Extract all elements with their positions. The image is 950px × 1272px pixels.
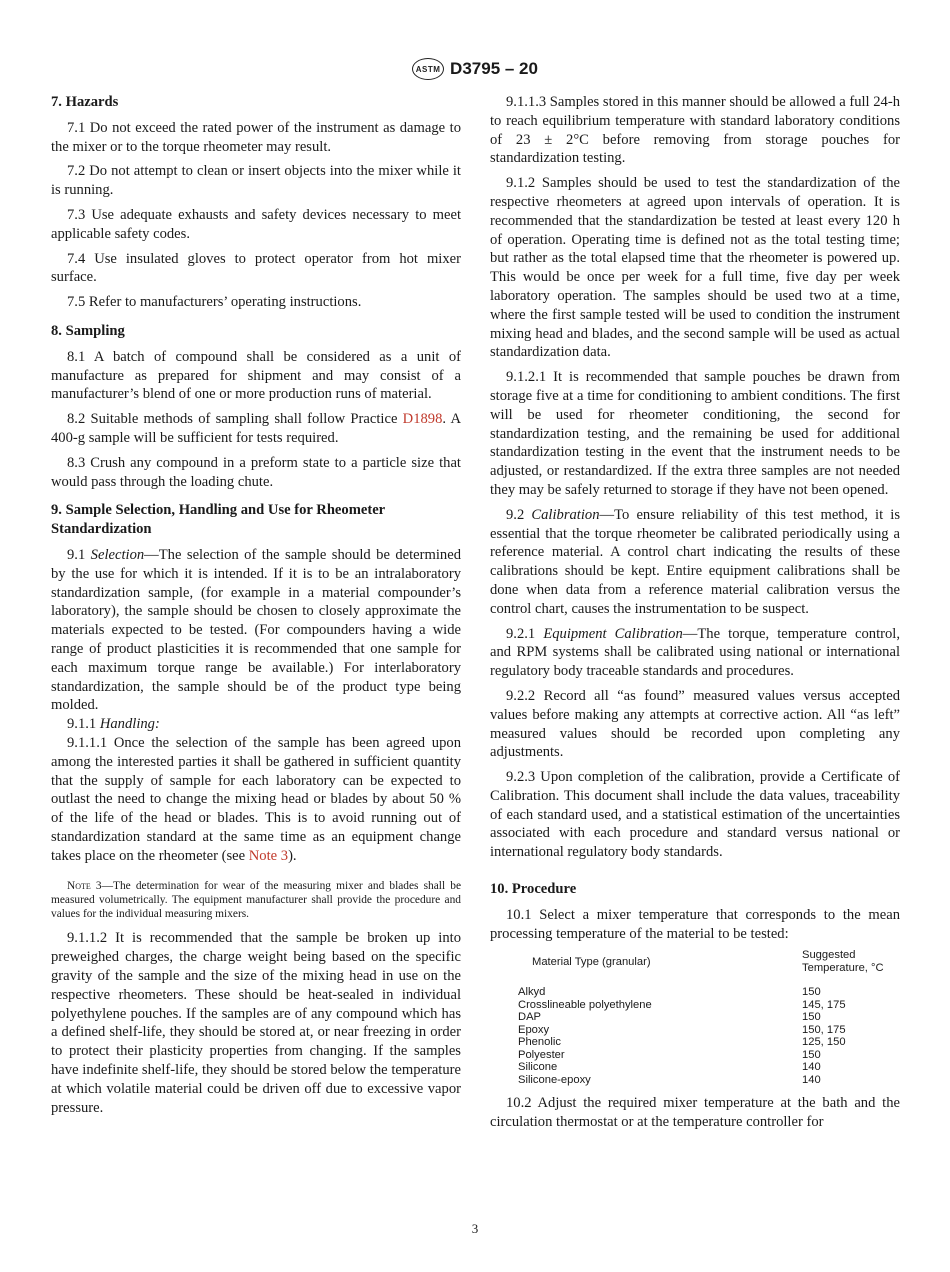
material-cell: Silicone-epoxy	[518, 1073, 591, 1086]
document-id: D3795 – 20	[450, 59, 538, 78]
page-number: 3	[471, 1221, 479, 1236]
table-row	[490, 986, 900, 999]
temperature-cell: 140	[802, 1073, 821, 1086]
temperature-cell: 150, 175	[802, 1023, 846, 1036]
section-9-heading: 9. Sample Selection, Handling and Use for Rheometer Standardization	[51, 502, 385, 538]
paragraph-7-2: 7.2 Do not attempt to clean or insert objects into the mixer while it is running.	[51, 163, 461, 199]
table-row	[490, 1011, 900, 1024]
paragraph-9-2-3: 9.2.3 Upon completion of the calibration, provide a Certificate of Calibration. This document shall include the data values, traceability of each standard used, and a statistical estimation of the uncertainties associated with each procedure and standard versus national or international regulatory body standards.	[490, 769, 900, 861]
material-cell: Polyester	[518, 1048, 565, 1061]
paragraph-9-2-text: —To ensure reliability of this test method, it is essential that the torque rheometer be calibrated periodically using a reference material. A control chart indicating the results of these calibrations should be kept. Entire equipment calibrations shall be done when data from a reference material calibration versus the control chart, causes the instrumentation to be suspect.	[490, 506, 901, 617]
left-column	[51, 93, 461, 1123]
paragraph-10-2: 10.2 Adjust the required mixer temperature at the bath and the circulation thermostat or at the temperature controller for	[490, 1095, 900, 1131]
material-cell: DAP	[518, 1011, 542, 1024]
paragraph-9-1-1-1	[51, 734, 461, 866]
paragraph-10-1: 10.1 Select a mixer temperature that corresponds to the mean processing temperature of the material to be tested:	[490, 906, 900, 942]
temperature-cell: 150	[802, 1048, 821, 1061]
section-8-heading: 8. Sampling	[51, 322, 125, 339]
section-7-heading: 7. Hazards	[51, 94, 119, 110]
note-3	[51, 879, 461, 921]
table-row	[490, 1061, 900, 1074]
paragraph-9-2-1	[490, 625, 900, 681]
paragraph-9-1-1-3: 9.1.1.3 Samples stored in this manner should be allowed a full 24-h to reach equilibrium temperature with standard laboratory conditions of 23 ± 2°C before removing from storage pouches for standardization testing.	[490, 94, 900, 167]
paragraph-9-2-1-number: 9.2.1	[506, 625, 544, 642]
equipment-calibration-term: Equipment Calibration	[543, 625, 683, 642]
material-type-header: Material Type (granular)	[532, 955, 651, 968]
paragraph-9-1-1-1-end: ).	[288, 847, 297, 864]
table-row	[490, 1024, 900, 1037]
temperature-cell: 150	[802, 986, 821, 999]
material-cell: Silicone	[518, 1061, 558, 1074]
paragraph-9-2-2: 9.2.2 Record all “as found” measured values versus accepted values before making any attempts at corrective action. All “as left” measured values should be recorded upon completing any adjustments.	[490, 687, 900, 761]
temperature-cell: 125, 150	[802, 1036, 846, 1049]
paragraph-9-2	[490, 506, 900, 619]
paragraph-9-1-1-number: 9.1.1	[67, 716, 100, 733]
paragraph-9-2-1-text: —The torque, temperature control, and RPM systems shall be calibrated using national or international regulatory body traceable standards and procedures.	[490, 625, 901, 680]
d1898-link[interactable]: D1898	[402, 411, 443, 428]
paragraph-9-1	[51, 546, 461, 715]
paragraph-8-1: 8.1 A batch of compound shall be considered as a unit of manufacture as prepared for shipment and may consist of a manufacturer’s blend of one or more production runs of material.	[51, 348, 461, 403]
paragraph-8-2-text-end: . A 400-g sample will be sufficient for tests required.	[51, 411, 461, 446]
right-column	[490, 93, 900, 1138]
material-cell: Crosslineable polyethylene	[518, 998, 652, 1011]
selection-term: Selection	[90, 546, 145, 563]
paragraph-9-1-text: —The selection of the sample should be determined by the use for which it is intended. If it is to be an intralaboratory standardization sample, (for example in a material compounder’s laboratory), the sample should be chosen to closely approximate the materials expected to be tested. (For compounders having a wide range of product plasticities it is recommended that one sample for each maximum torque range be available.) For interlaboratory standardization, the sample should be of the product type being molded.	[51, 546, 461, 714]
temperature-cell: 145, 175	[802, 998, 846, 1011]
paragraph-9-1-1-1-text: 9.1.1.1 Once the selection of the sample has been agreed upon among the interested parties it shall be gathered in sufficient quantity that the supply of sample for each laboratory can be expected to outlast the need to change the mixing head or blades by about 50 % of the life of the head or blades. This is to avoid running out of standardization standard at the same time as an equipment change takes place on the rheometer (see	[51, 734, 461, 864]
section-10-heading: 10. Procedure	[490, 881, 577, 898]
paragraph-9-1-number: 9.1	[67, 546, 91, 563]
temperature-cell: 150	[802, 1011, 821, 1024]
table-row	[490, 1049, 900, 1062]
suggested-temperature-header: Suggested Temperature, °C	[802, 949, 884, 974]
calibration-term: Calibration	[531, 506, 600, 523]
table-row	[490, 1036, 900, 1049]
paragraph-7-1: 7.1 Do not exceed the rated power of the instrument as damage to the mixer or to the torque rheometer may result.	[51, 119, 461, 155]
note-3-text: —The determination for wear of the measuring mixer and blades shall be measured volumetrically. The equipment manufacturer shall provide the procedure and values for the individual measuring mixers.	[51, 880, 462, 921]
note-3-label: Note 3	[67, 880, 102, 893]
paragraph-8-3: 8.3 Crush any compound in a preform state to a particle size that would pass through the loading chute.	[51, 454, 461, 490]
paragraph-8-2-text: 8.2 Suitable methods of sampling shall follow Practice	[67, 411, 403, 428]
note-3-link[interactable]: Note 3	[248, 847, 289, 864]
table-header-row	[490, 949, 900, 986]
temperature-cell: 140	[802, 1061, 821, 1074]
paragraph-9-1-1-2: 9.1.1.2 It is recommended that the sample be broken up into preweighed charges, the charge weight being based on the specific gravity of the sample and the size of the mixing head in use on the respective rheometers. These should be heat-sealed in individual polyethylene pouches. If the samples are of any compound which has a defined shelf-life, they should be stored at, or near freezing in order to protect their plasticity properties from changing. If the samples have indefinite shelf-life, they should be stored below the temperature at which volatile material could be driven off due to excessive vapor pressure.	[51, 930, 461, 1116]
paragraph-9-2-number: 9.2	[506, 506, 532, 523]
page-header	[0, 58, 950, 80]
paragraph-9-1-2-1: 9.1.2.1 It is recommended that sample pouches be drawn from storage five at a time for conditioning to ambient conditions. The first will be used for rheometer conditioning, the second for standardization testing, and the remaining be used for additional standardization testing in the event that the instrument needs to be adjusted, or restandardized. If the extra three samples are not needed they may be safely returned to storage if they have not been opened.	[490, 369, 900, 498]
table-row	[490, 999, 900, 1012]
material-cell: Alkyd	[518, 986, 546, 999]
paragraph-7-3: 7.3 Use adequate exhausts and safety devices necessary to meet applicable safety codes.	[51, 206, 461, 242]
handling-term: Handling:	[99, 716, 160, 733]
material-cell: Phenolic	[518, 1036, 561, 1049]
paragraph-8-2	[51, 410, 461, 448]
paragraph-7-5: 7.5 Refer to manufacturers’ operating instructions.	[67, 294, 362, 311]
astm-logo-icon: ASTM	[412, 58, 444, 80]
paragraph-9-1-2: 9.1.2 Samples should be used to test the standardization of the respective rheometers at agreed upon intervals of operation. It is recommended that the standardization be tested at least every 120 h of operation. Operating time is defined not as the total testing time; but rather as the total elapsed time that the rheometer is powered up. This would be once per week for a full time, five day per week laboratory operation. The samples should be used two at a time, where the first sample tested will be used to condition the instrument mixing head and blades, and the second sample will be used as actual standardization data.	[490, 175, 900, 361]
paragraph-9-1-1	[51, 715, 461, 734]
table-row	[490, 1074, 900, 1087]
paragraph-7-4: 7.4 Use insulated gloves to protect operator from hot mixer surface.	[51, 250, 461, 286]
temperature-table	[490, 949, 900, 1086]
material-cell: Epoxy	[518, 1023, 550, 1036]
